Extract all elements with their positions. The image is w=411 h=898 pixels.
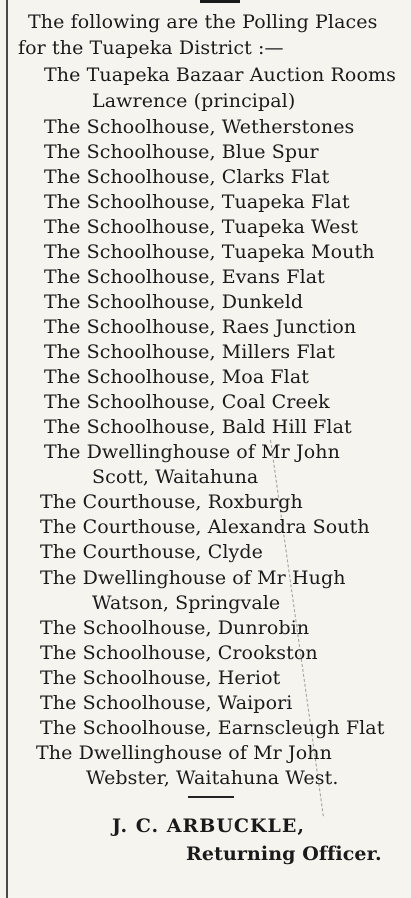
polling-place: The Schoolhouse, Tuapeka Mouth xyxy=(44,241,375,263)
signature-name: J. C. ARBUCKLE, xyxy=(112,815,306,837)
column-rule xyxy=(6,0,8,898)
signature-divider xyxy=(188,796,234,798)
polling-place: The Courthouse, Alexandra South xyxy=(40,516,370,538)
polling-place: The Schoolhouse, Moa Flat xyxy=(44,366,310,388)
polling-place: The Schoolhouse, Coal Creek xyxy=(44,391,330,413)
intro-line: for the Tuapeka District :— xyxy=(18,37,284,59)
polling-place: The Dwellinghouse of Mr Hugh xyxy=(40,567,346,589)
polling-place: The Tuapeka Bazaar Auction Rooms xyxy=(44,64,396,86)
polling-place: The Courthouse, Roxburgh xyxy=(40,491,303,513)
polling-place-continuation: Lawrence (principal) xyxy=(92,90,296,112)
polling-place: The Courthouse, Clyde xyxy=(40,541,263,563)
polling-place: The Schoolhouse, Blue Spur xyxy=(44,141,319,163)
intro-line: The following are the Polling Places xyxy=(28,11,378,33)
polling-place: The Schoolhouse, Crookston xyxy=(40,642,318,664)
polling-place: The Schoolhouse, Clarks Flat xyxy=(44,166,330,188)
signature-title: Returning Officer. xyxy=(186,843,382,865)
polling-place: The Schoolhouse, Dunkeld xyxy=(44,291,304,313)
polling-place: The Schoolhouse, Wetherstones xyxy=(44,116,355,138)
polling-place: The Schoolhouse, Earnscleugh Flat xyxy=(40,717,385,739)
polling-place-continuation: Webster, Waitahuna West. xyxy=(86,767,339,789)
polling-place: The Schoolhouse, Heriot xyxy=(40,667,281,689)
polling-place: The Schoolhouse, Raes Junction xyxy=(44,316,357,338)
polling-place: The Schoolhouse, Tuapeka Flat xyxy=(44,191,350,213)
polling-place: The Dwellinghouse of Mr John xyxy=(44,441,340,463)
polling-place: The Schoolhouse, Bald Hill Flat xyxy=(44,416,352,438)
top-divider xyxy=(200,0,240,3)
polling-place-continuation: Scott, Waitahuna xyxy=(92,466,259,488)
polling-place: The Schoolhouse, Tuapeka West xyxy=(44,216,359,238)
polling-place: The Schoolhouse, Dunrobin xyxy=(40,617,310,639)
polling-place-continuation: Watson, Springvale xyxy=(92,592,281,614)
polling-place: The Dwellinghouse of Mr John xyxy=(36,742,332,764)
polling-place: The Schoolhouse, Evans Flat xyxy=(44,266,325,288)
polling-place: The Schoolhouse, Millers Flat xyxy=(44,341,335,363)
polling-place: The Schoolhouse, Waipori xyxy=(40,692,293,714)
